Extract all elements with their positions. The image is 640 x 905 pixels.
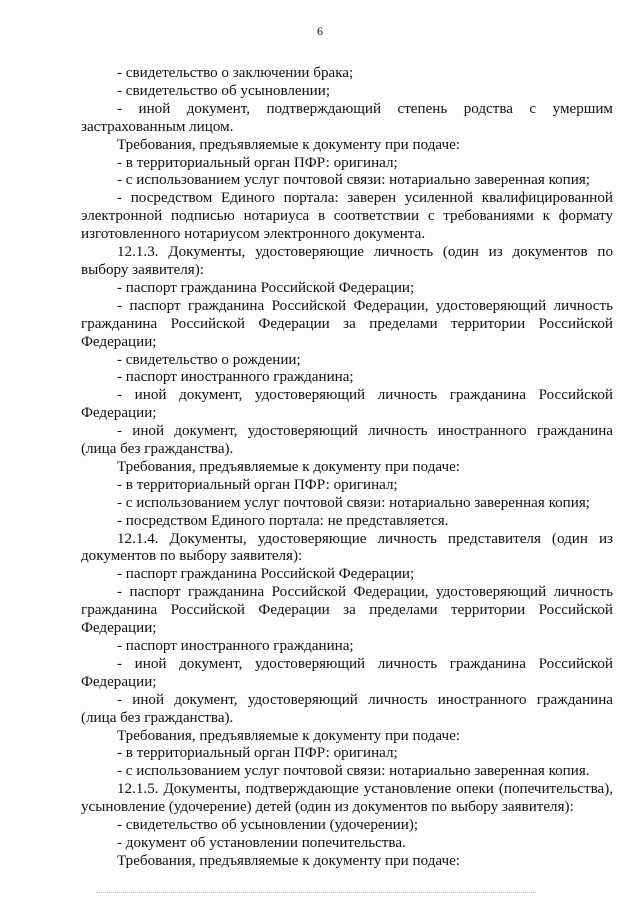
paragraph: - паспорт гражданина Российской Федерации, удостоверяющий личность гражданина Российской Федерации за пределами территории Российской Федерации; <box>81 297 613 350</box>
section-heading: 12.1.3. Документы, удостоверяющие личность (один из документов по выбору заявителя): <box>81 244 613 278</box>
paragraph: - свидетельство о заключении брака; <box>117 65 354 81</box>
paragraph: Требования, предъявляемые к документу при подаче: <box>117 458 460 475</box>
page-number: 6 <box>317 24 323 38</box>
paragraph: - иной документ, удостоверяющий личность гражданина Российской Федерации; <box>81 655 613 690</box>
paragraph: - паспорт иностранного гражданина; <box>117 638 354 654</box>
paragraph: - с использованием услуг почтовой связи: нотариально заверенная копия; <box>117 172 590 189</box>
paragraph: Требования, предъявляемые к документу при подаче: <box>117 136 460 153</box>
paragraph: - документ об установлении попечительства. <box>117 834 406 851</box>
paragraph: - паспорт гражданина Российской Федерации; <box>117 566 415 583</box>
paragraph: - паспорт гражданина Российской Федерации, удостоверяющий личность гражданина Российской Федерации за пределами территории Российской Федерации; <box>81 584 613 637</box>
scan-edge-line <box>96 892 536 894</box>
paragraph: - иной документ, удостоверяющий личность иностранного гражданина (лица без гражданства). <box>81 691 613 726</box>
paragraph: - в территориальный орган ПФР: оригинал; <box>117 745 398 762</box>
section-heading: 12.1.4. Документы, удостоверяющие личность представителя (один из документов по выбору заявителя): <box>81 530 613 565</box>
paragraph: - паспорт гражданина Российской Федерации; <box>117 279 415 296</box>
paragraph: - посредством Единого портала: заверен усиленной квалифицированной электронной подписью нотариуса в соответствии с требованиями к формату изготовленного нотариусом электронного документа. <box>81 190 613 243</box>
paragraph: - иной документ, удостоверяющий личность гражданина Российской Федерации; <box>81 387 613 422</box>
paragraph: - иной документ, удостоверяющий личность иностранного гражданина (лица без гражданства). <box>81 423 613 458</box>
paragraph: Требования, предъявляемые к документу при подаче: <box>117 852 460 869</box>
paragraph: - посредством Единого портала: не представляется. <box>117 512 449 529</box>
paragraph: - свидетельство об усыновлении; <box>117 82 331 99</box>
paragraph: Требования, предъявляемые к документу при подаче: <box>117 727 460 744</box>
paragraph: - с использованием услуг почтовой связи: нотариально заверенная копия; <box>117 494 590 511</box>
paragraph: - паспорт иностранного гражданина; <box>117 369 354 386</box>
paragraph: - иной документ, подтверждающий степень родства с умершим застрахованным лицом. <box>81 100 613 135</box>
paragraph: - в территориальный орган ПФР: оригинал; <box>117 476 398 493</box>
document-body <box>81 65 613 871</box>
paragraph: - в территориальный орган ПФР: оригинал; <box>117 154 398 171</box>
paragraph: - свидетельство о рождении; <box>117 351 301 368</box>
paragraph: - с использованием услуг почтовой связи: нотариально заверенная копия. <box>117 763 590 780</box>
paragraph: - свидетельство об усыновлении (удочерении); <box>117 817 419 834</box>
section-heading: 12.1.5. Документы, подтверждающие установление опеки (попечительства), усыновление (удочерение) детей (один из документов по выбору заявителя): <box>81 781 613 816</box>
